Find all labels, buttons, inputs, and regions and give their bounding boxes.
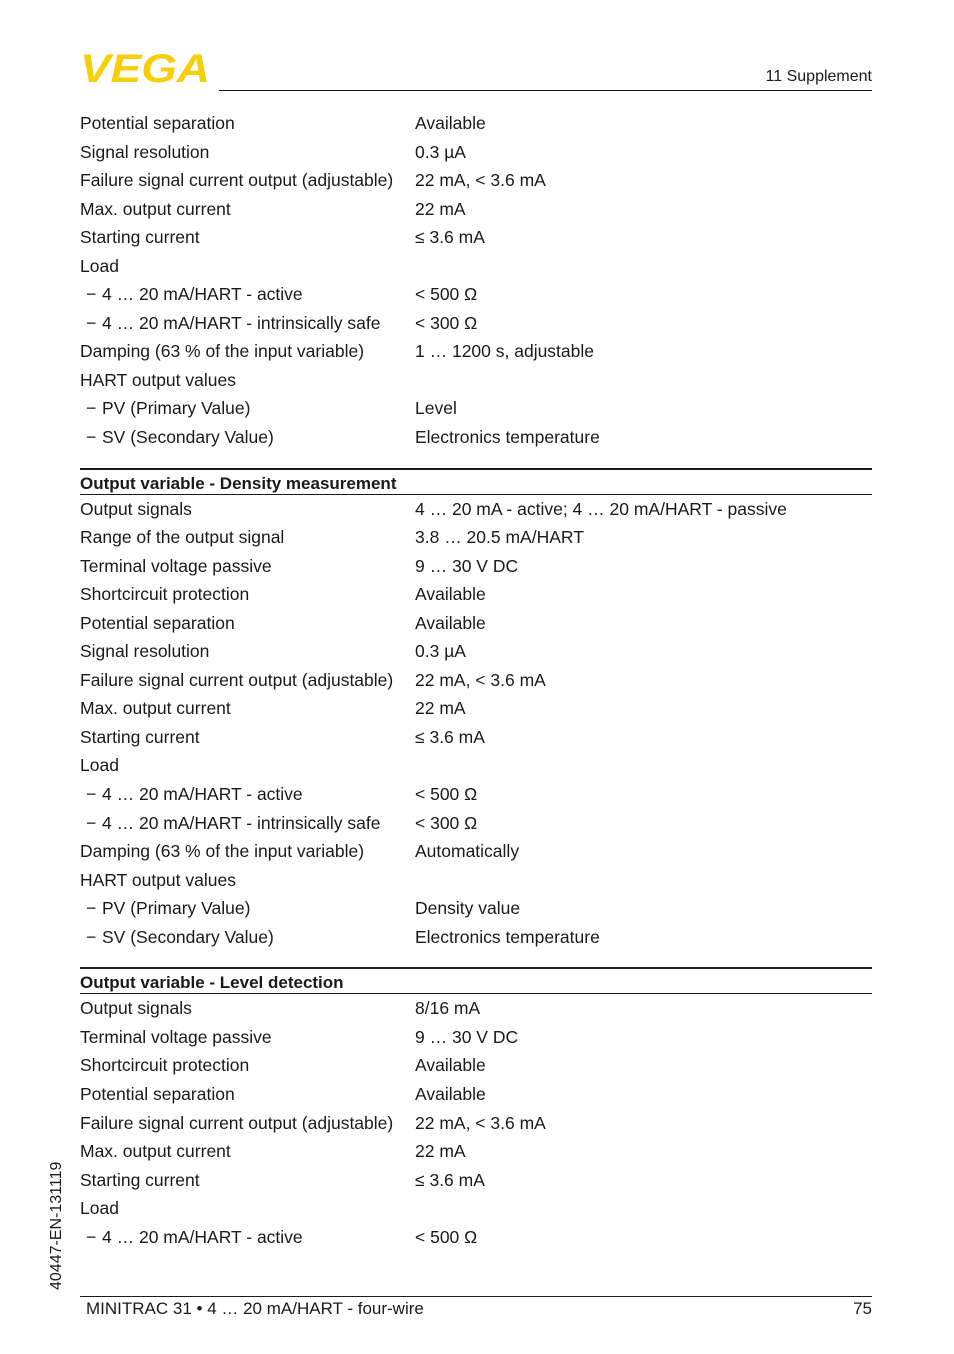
spec-row <box>80 780 872 809</box>
spec-label: Output signals <box>80 998 192 1019</box>
spec-value: ≤ 3.6 mA <box>415 726 485 747</box>
spec-sublabel <box>86 809 380 838</box>
spec-label: Load <box>80 1198 119 1219</box>
spec-label: Terminal voltage passive <box>80 1026 272 1047</box>
spec-sublabel <box>86 280 303 309</box>
spec-value: 4 … 20 mA - active; 4 … 20 mA/HART - passive <box>415 498 787 519</box>
spec-row <box>80 495 872 524</box>
spec-label: Shortcircuit protection <box>80 1055 250 1076</box>
spec-label: Damping (63 % of the input variable) <box>80 341 365 362</box>
spec-sublabel <box>86 780 303 809</box>
vega-logo <box>80 50 212 86</box>
spec-row <box>80 637 872 666</box>
spec-row <box>80 580 872 609</box>
spec-row <box>80 166 872 195</box>
spec-sublabel-text: 4 … 20 mA/HART - active <box>102 784 303 805</box>
spec-row <box>80 1023 872 1052</box>
dash-bullet: − <box>86 784 97 805</box>
spec-value: 0.3 µA <box>415 141 466 162</box>
spec-label: Range of the output signal <box>80 527 285 548</box>
spec-sublabel-text: 4 … 20 mA/HART - intrinsically safe <box>102 812 381 833</box>
spec-value: ≤ 3.6 mA <box>415 1169 485 1190</box>
spec-row <box>80 694 872 723</box>
spec-value: Available <box>415 1083 486 1104</box>
spec-value: ≤ 3.6 mA <box>415 227 485 248</box>
spec-label: Starting current <box>80 1169 200 1190</box>
spec-sublabel-text: 4 … 20 mA/HART - active <box>102 1226 303 1247</box>
spec-row <box>80 366 872 395</box>
spec-label: Max. output current <box>80 198 231 219</box>
section-label: 11 Supplement <box>765 68 872 85</box>
spec-row <box>80 1080 872 1109</box>
spec-sublabel-text: SV (Secondary Value) <box>102 926 274 947</box>
spec-label: Potential separation <box>80 1083 235 1104</box>
spec-row <box>80 195 872 224</box>
footer-title: MINITRAC 31 • 4 … 20 mA/HART - four-wire <box>86 1299 424 1318</box>
spec-label: Starting current <box>80 726 200 747</box>
spec-sublabel <box>86 923 274 952</box>
spec-label: Signal resolution <box>80 641 210 662</box>
spec-value: 8/16 mA <box>415 998 481 1019</box>
spec-value: 1 … 1200 s, adjustable <box>415 341 595 362</box>
spec-value: 22 mA <box>415 698 466 719</box>
spec-row <box>80 337 872 366</box>
page-number: 75 <box>853 1299 872 1318</box>
spec-value: 22 mA, < 3.6 mA <box>415 1112 546 1133</box>
dash-bullet: − <box>86 427 97 448</box>
spec-value: < 300 Ω <box>415 312 478 333</box>
spec-sublabel-text: PV (Primary Value) <box>102 898 251 919</box>
spec-value: 9 … 30 V DC <box>415 555 519 576</box>
spec-sublabel <box>86 1223 303 1252</box>
spec-value: Available <box>415 612 486 633</box>
dash-bullet: − <box>86 398 97 419</box>
vega-logo-text: VEGA <box>80 50 210 86</box>
spec-value: < 300 Ω <box>415 812 478 833</box>
footer-divider <box>80 1296 872 1297</box>
spec-value: 22 mA, < 3.6 mA <box>415 669 546 690</box>
dash-bullet: − <box>86 284 97 305</box>
spec-row <box>80 994 872 1023</box>
spec-label: Potential separation <box>80 612 235 633</box>
spec-label: Damping (63 % of the input variable) <box>80 841 365 862</box>
section-heading: Output variable - Level detection <box>80 967 872 994</box>
spec-row <box>80 609 872 638</box>
spec-value: 22 mA, < 3.6 mA <box>415 170 546 191</box>
spec-value: Electronics temperature <box>415 926 600 947</box>
spec-value: 9 … 30 V DC <box>415 1026 519 1047</box>
spec-value: < 500 Ω <box>415 784 478 805</box>
spec-row <box>80 252 872 281</box>
spec-row <box>80 523 872 552</box>
spec-row <box>80 109 872 138</box>
spec-label: Shortcircuit protection <box>80 584 250 605</box>
spec-sublabel-text: SV (Secondary Value) <box>102 427 274 448</box>
spec-row <box>80 1109 872 1138</box>
spec-sublabel <box>86 423 274 452</box>
spec-value: < 500 Ω <box>415 1226 478 1247</box>
document-code: 40447-EN-131119 <box>48 1161 65 1290</box>
spec-row <box>80 809 872 838</box>
spec-label: Signal resolution <box>80 141 210 162</box>
spec-label: HART output values <box>80 869 236 890</box>
spec-row <box>80 923 872 952</box>
spec-value: Available <box>415 1055 486 1076</box>
spec-sublabel <box>86 394 250 423</box>
spec-value: 22 mA <box>415 1141 466 1162</box>
spec-table <box>80 109 872 1251</box>
spec-value: Density value <box>415 898 521 919</box>
spec-row <box>80 138 872 167</box>
spec-row <box>80 837 872 866</box>
spec-row <box>80 751 872 780</box>
spec-label: Load <box>80 255 119 276</box>
spec-sublabel-text: 4 … 20 mA/HART - active <box>102 284 303 305</box>
spec-label: Max. output current <box>80 1141 231 1162</box>
spec-value: 22 mA <box>415 198 466 219</box>
spec-sublabel-text: PV (Primary Value) <box>102 398 251 419</box>
spec-value: Automatically <box>415 841 520 862</box>
spec-row <box>80 1194 872 1223</box>
spec-sublabel <box>86 894 250 923</box>
dash-bullet: − <box>86 812 97 833</box>
spec-label: Potential separation <box>80 113 235 133</box>
spec-label: Failure signal current output (adjustable) <box>80 669 394 690</box>
spec-row <box>80 1166 872 1195</box>
spec-row <box>80 280 872 309</box>
spec-row <box>80 552 872 581</box>
spec-label: Failure signal current output (adjustable) <box>80 1112 394 1133</box>
spec-label: Failure signal current output (adjustable) <box>80 170 394 191</box>
header-divider <box>219 90 872 91</box>
spec-label: Terminal voltage passive <box>80 555 272 576</box>
dash-bullet: − <box>86 1226 97 1247</box>
spec-label: HART output values <box>80 369 236 390</box>
spec-value: < 500 Ω <box>415 284 478 305</box>
dash-bullet: − <box>86 312 97 333</box>
spec-row <box>80 866 872 895</box>
spec-row <box>80 1137 872 1166</box>
spec-value: Available <box>415 113 486 133</box>
spec-row <box>80 894 872 923</box>
spec-row <box>80 666 872 695</box>
spec-row <box>80 723 872 752</box>
spec-row <box>80 423 872 452</box>
spec-row <box>80 309 872 338</box>
spec-label: Load <box>80 755 119 776</box>
spec-row <box>80 1223 872 1252</box>
dash-bullet: − <box>86 898 97 919</box>
spec-value: Available <box>415 584 486 605</box>
spec-row <box>80 394 872 423</box>
spec-value: Level <box>415 398 457 419</box>
spec-label: Max. output current <box>80 698 231 719</box>
spec-sublabel-text: 4 … 20 mA/HART - intrinsically safe <box>102 312 381 333</box>
spec-label: Starting current <box>80 227 200 248</box>
spec-value: 3.8 … 20.5 mA/HART <box>415 527 584 548</box>
section-heading: Output variable - Density measurement <box>80 468 872 495</box>
spec-value: 0.3 µA <box>415 641 466 662</box>
spec-sublabel <box>86 309 380 338</box>
dash-bullet: − <box>86 926 97 947</box>
spec-label: Output signals <box>80 498 192 519</box>
spec-row <box>80 1051 872 1080</box>
spec-row <box>80 223 872 252</box>
spec-value: Electronics temperature <box>415 427 600 448</box>
